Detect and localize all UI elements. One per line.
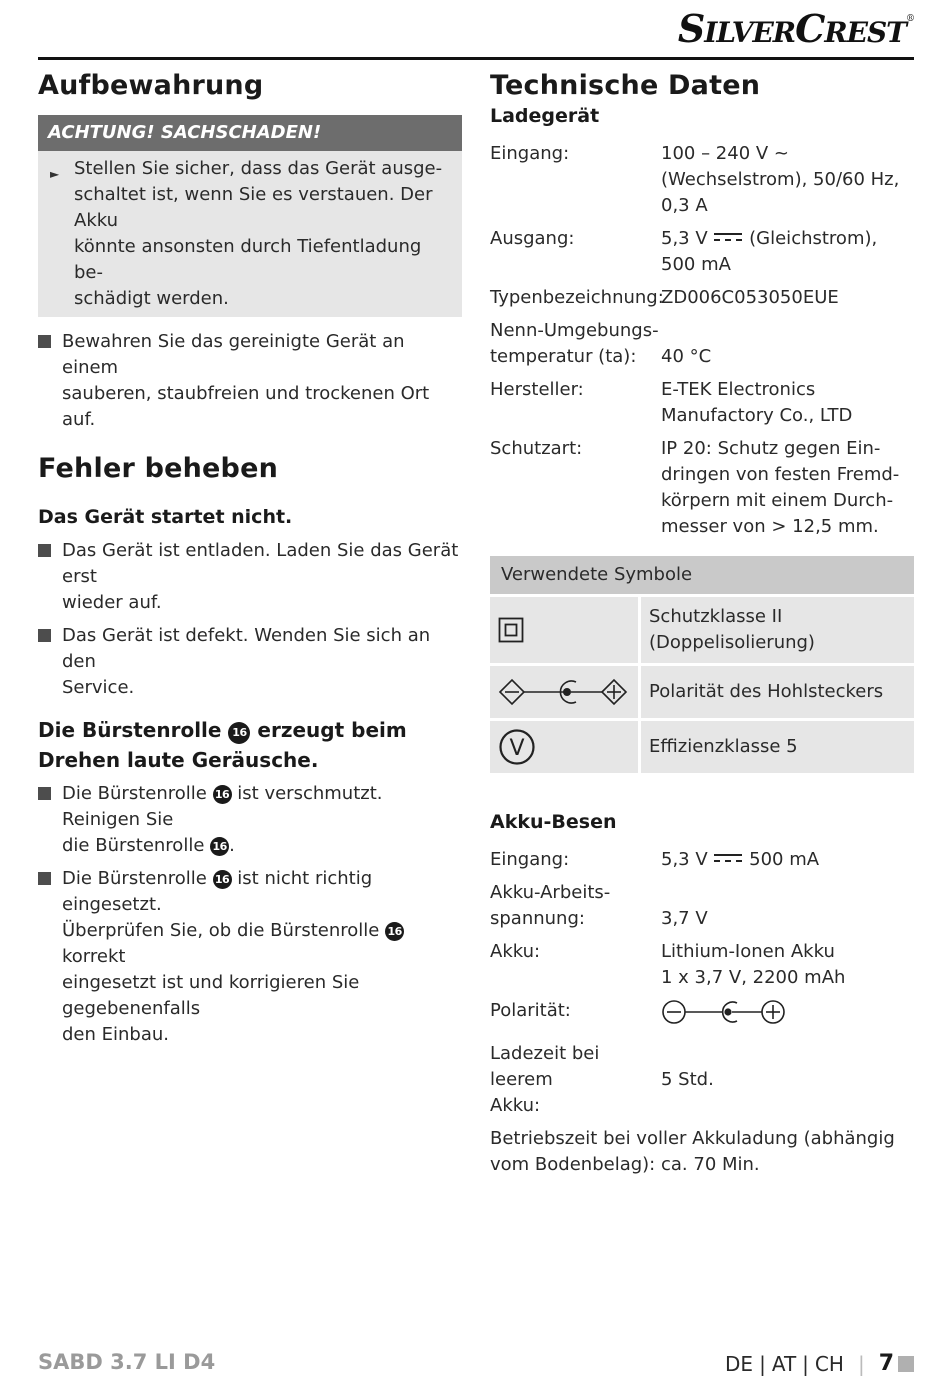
spec-row-voltage: Akku-Arbeits- spannung: 3,7 V <box>490 882 708 929</box>
part-number-badge: 16 <box>228 722 250 744</box>
bullet-square-icon <box>38 335 51 348</box>
country-de: DE <box>725 1351 754 1376</box>
charger-title: Ladegerät <box>490 105 600 127</box>
bullet-square-icon <box>38 544 51 557</box>
arrow-right-icon: ► <box>50 167 60 181</box>
part-number-badge: 16 <box>210 837 229 856</box>
bullet-square-icon <box>38 787 51 800</box>
dc-symbol-icon <box>713 231 743 243</box>
spec-row-charge-time: Ladezeit bei leerem Akku: 5 Std. <box>490 1043 714 1116</box>
spec-row-runtime: Betriebszeit bei voller Akkuladung (abhängig vom Bodenbelag): ca. 70 Min. <box>490 1128 895 1175</box>
model-number: SABD 3.7 LI D4 <box>38 1350 216 1374</box>
dc-symbol-icon <box>713 852 743 864</box>
troubleshooting-title: Fehler beheben <box>38 453 278 484</box>
spec-row-model: Typenbezeichnung: ZD006C053050EUE <box>490 287 839 308</box>
bullet-square-icon <box>38 872 51 885</box>
page-marker-icon <box>898 1356 914 1372</box>
spec-row-manufacturer: Hersteller: E-TEK Electronics Manufactory Co., LTD <box>490 379 853 426</box>
symbols-table <box>490 556 914 773</box>
polarity-icon <box>661 998 789 1026</box>
broom-title: Akku-Besen <box>490 811 617 833</box>
spec-row-input: Eingang: 100 – 240 V ~ (Wechselstrom), 50/60 Hz, 0,3 A <box>490 143 900 216</box>
header-rule <box>38 57 914 60</box>
list-item: Die Bürstenrolle 16 ist verschmutzt. Reinigen Sie die Bürstenrolle 16 . <box>38 781 462 859</box>
country-at: AT <box>771 1351 797 1376</box>
left-column <box>38 68 462 1055</box>
storage-title: Aufbewahrung <box>38 70 264 101</box>
warning-box: ► Stellen Sie sicher, dass das Gerät ausge- schaltet ist, wenn Sie es verstauen. Der Akku könnte ansonsten durch Tiefentladung be- schädigt werden. <box>38 151 462 317</box>
symbols-table-header: Verwendete Symbole <box>490 556 914 594</box>
spec-row-polarity: Polarität: <box>490 998 914 1034</box>
spec-row-protection: Schutzart: IP 20: Schutz gegen Ein- dringen von festen Fremd- körpern mit einem Durch- messer von > 12,5 mm. <box>490 438 900 537</box>
footer-pagination: DE | AT | CH | 7 <box>725 1351 914 1376</box>
protection-class-ii-icon <box>490 597 638 663</box>
charger-specs <box>490 141 914 540</box>
section-brush-noise: Die Bürstenrolle 16 erzeugt beim Drehen laute Geräusche. <box>38 718 407 772</box>
symbol-row: Polarität des Hohlsteckers <box>490 666 914 718</box>
spec-row-input: Eingang: 5,3 V 500 mA <box>490 849 820 870</box>
efficiency-v-icon <box>490 721 638 773</box>
part-number-badge: 16 <box>213 870 232 889</box>
silvercrest-logo: SILVERCREST® <box>677 6 914 51</box>
right-column <box>490 68 914 1178</box>
spec-row-temperature: Nenn-Umgebungs- temperatur (ta): 40 °C <box>490 320 712 367</box>
symbol-row: Schutzklasse II (Doppelisolierung) <box>490 597 914 663</box>
part-number-badge: 16 <box>213 785 232 804</box>
list-item: Das Gerät ist defekt. Wenden Sie sich an den Service. <box>38 623 462 701</box>
list-item: Das Gerät ist entladen. Laden Sie das Gerät erst wieder auf. <box>38 538 462 616</box>
spec-row-output: Ausgang: 5,3 V (Gleichstrom), 500 mA <box>490 228 878 275</box>
spec-row-battery: Akku: Lithium-Ionen Akku 1 x 3,7 V, 2200 mAh <box>490 941 846 988</box>
page-number: 7 <box>878 1351 894 1376</box>
bullet-square-icon <box>38 629 51 642</box>
list-item: Die Bürstenrolle 16 ist nicht richtig eingesetzt. Überprüfen Sie, ob die Bürstenrolle 16 korrekt eingesetzt ist und korrigieren Sie gegebenenfalls den Einbau. <box>38 866 462 1048</box>
warning-title: ACHTUNG! SACHSCHADEN! <box>38 115 462 151</box>
storage-bullet: Bewahren Sie das gereinigte Gerät an einem sauberen, staubfreien und trockenen Ort auf. <box>38 329 462 433</box>
tech-title: Technische Daten <box>490 70 761 101</box>
country-ch: CH <box>814 1351 844 1376</box>
polarity-icon <box>490 666 638 718</box>
broom-specs <box>490 847 914 1178</box>
symbol-row: V Effizienzklasse 5 <box>490 721 914 773</box>
part-number-badge: 16 <box>385 922 404 941</box>
svg-text:V: V <box>509 736 525 761</box>
section-device-not-starting: Das Gerät startet nicht. <box>38 506 293 528</box>
